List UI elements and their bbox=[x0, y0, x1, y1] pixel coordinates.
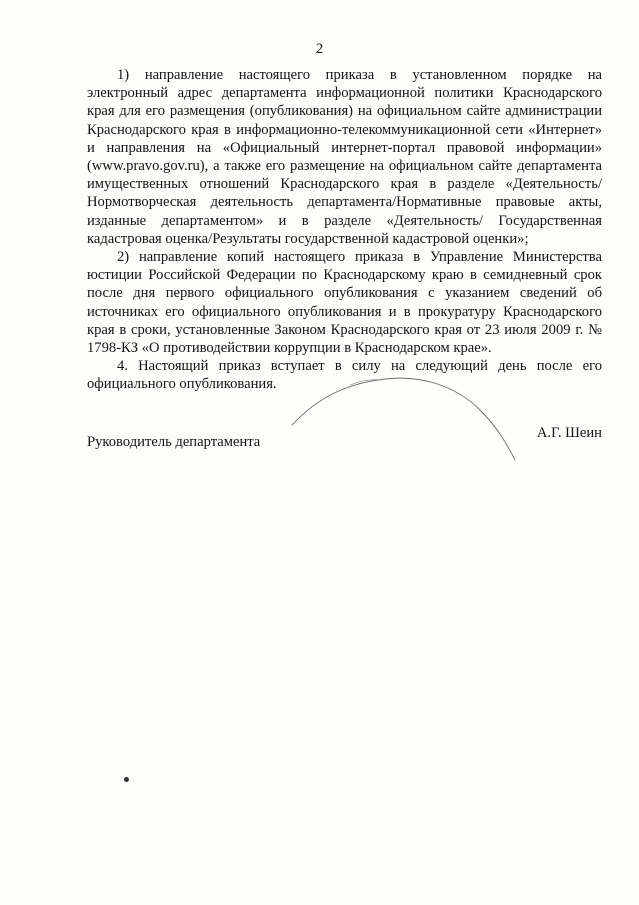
page-number: 2 bbox=[315, 41, 324, 57]
document-body bbox=[87, 66, 602, 394]
paragraph-item-1: 1) направление настоящего приказа в установленном порядке на электронный адрес департамента информационной политики Краснодарского края для его размещения (опубликования) на официальном сайте администрации Краснодарского края в информационно-телекоммуникационной сети «Интернет» и направления на «Официальный интернет-портал правовой информации» (www.pravo.gov.ru), а также его размещение на официальном сайте департамента имущественных отношений Краснодарского края в разделе «Деятельность/Нормотворческая деятельность департамента/Нормативные правовые акты, изданные департаментом» и в разделе «Деятельность/ Государственная кадастровая оценка/Результаты государственной кадастровой оценки»; bbox=[87, 67, 602, 247]
paragraph-item-4: 4. Настоящий приказ вступает в силу на следующий день после его официального опубликования. bbox=[87, 358, 602, 393]
signature-block bbox=[87, 425, 602, 452]
signatory-name: А.Г. Шеин bbox=[536, 425, 602, 441]
scan-speck bbox=[124, 777, 129, 782]
signatory-title: Руководитель департамента bbox=[87, 434, 261, 450]
paragraph-item-2: 2) направление копий настоящего приказа в Управление Министерства юстиции Российской Федерации по Краснодарскому краю в семидневный срок после дня первого официального опубликования с указанием сведений об источниках его официального опубликования и в прокуратуру Краснодарского края в сроки, установленные Законом Краснодарского края от 23 июля 2009 г. № 1798-КЗ «О противодействии коррупции в Краснодарском крае». bbox=[87, 249, 602, 357]
